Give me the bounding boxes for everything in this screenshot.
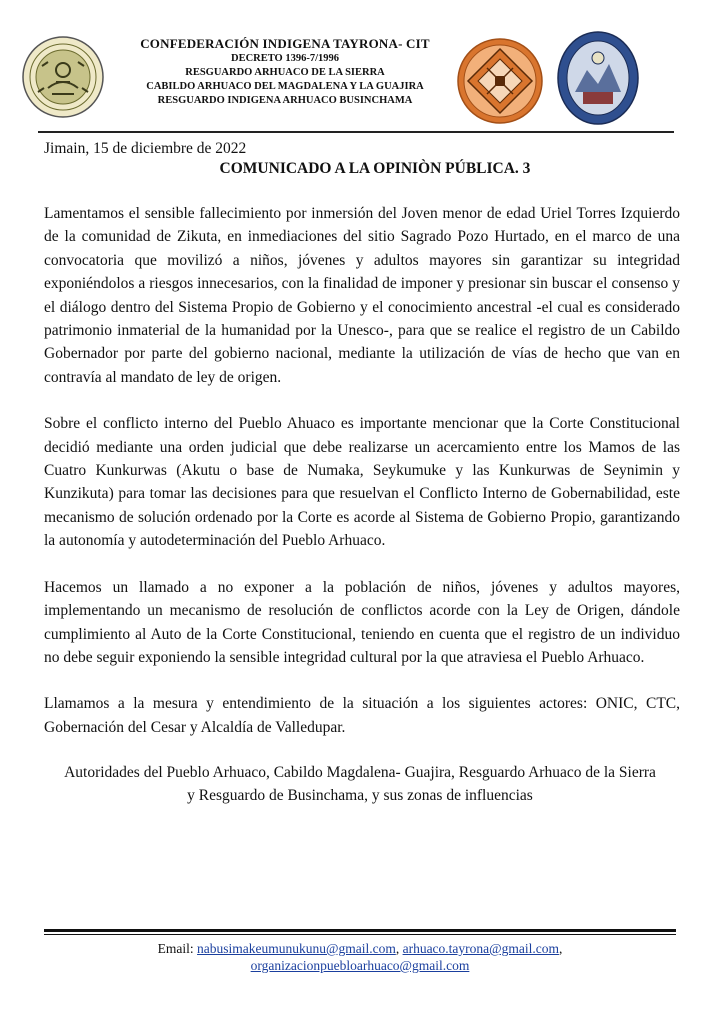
email-link-nabusimake[interactable]: nabusimakeumunukunu@gmail.com (197, 941, 396, 956)
document-date: Jimain, 15 de diciembre de 2022 (44, 140, 247, 157)
org-line-cabildo: CABILDO ARHUACO DEL MAGDALENA Y LA GUAJIRA (146, 81, 424, 92)
document-title: COMUNICADO A LA OPINIÒN PÚBLICA. 3 (219, 160, 531, 177)
footer-divider-thick (44, 929, 676, 932)
letterhead (0, 0, 720, 140)
organization-block (110, 36, 460, 108)
email-link-arhuaco-tayrona[interactable]: arhuaco.tayrona@gmail.com (402, 941, 559, 956)
cabildo-diamond-seal-logo (457, 38, 543, 124)
businchama-seal-logo (557, 30, 639, 126)
email-label: Email: (157, 941, 194, 956)
org-name: CONFEDERACIÓN INDIGENA TAYRONA- CIT (140, 36, 430, 51)
tayrona-seal-logo (22, 36, 104, 118)
email-separator: , (395, 941, 400, 956)
contact-footer (0, 940, 720, 974)
org-line-resguardo: RESGUARDO ARHUACO DE LA SIERRA (185, 67, 385, 78)
email-link-organizacion[interactable]: organizacionpuebloarhuaco@gmail.com (250, 958, 470, 973)
paragraph-2: Sobre el conflicto interno del Pueblo Ahuaco es importante mencionar que la Corte Constitucional decidió mediante una orden judicial que debe realizarse un acercamiento entre los Mamos de las Cuatro Kunkurwas (Akutu o base de Numaka, Seykumuke y las Kunkurwas de Seynimin y Kunzikuta) para tomar las decisiones para que resuelvan el Conflicto Interno de Gobernabilidad, este mecanismo de solución ordenado por la Corte es acorde al Sistema de Gobierno Propio, garantizando la autonomía y autodeterminación del Pueblo Arhuaco. (44, 415, 680, 550)
signature-line-2: y Resguardo de Businchama, y sus zonas de influencias (187, 787, 533, 804)
email-separator: , (558, 941, 563, 956)
paragraph-1: Lamentamos el sensible fallecimiento por inmersión del Joven menor de edad Uriel Torres Izquierdo de la comunidad de Zikuta, en inmediaciones del sitio Sagrado Pozo Hurtado, en el marco de una convocatoria que movilizó a niños, jóvenes y adultos mayores sin garantizar su integridad exponiéndolos a riesgos innecesarios, con la finalidad de imponer y presionar sin buscar el consenso y el diálogo dentro del Sistema Propio de Gobierno y el conocimiento ancestral -el cual es considerado patrimonio inmaterial de la humanidad por la Unesco-, para que se realice el registro de un Cabildo Gobernador por parte del gobierno nacional, mediante la utilización de vías de hecho que van en contravía al mandato de ley de origen. (44, 205, 680, 386)
signature-block (30, 761, 690, 807)
footer-divider-thin (44, 934, 676, 935)
org-line-businchama: RESGUARDO INDIGENA ARHUACO BUSINCHAMA (157, 95, 413, 106)
header-divider (38, 131, 674, 133)
org-decree: DECRETO 1396-7/1996 (230, 53, 340, 64)
paragraph-3: Hacemos un llamado a no exponer a la población de niños, jóvenes y adultos mayores, implementando un mecanismo de resolución de conflictos acorde con la Ley de Origen, dándole cumplimiento al Auto de la Corte Constitucional, teniendo en cuenta que el registro de un individuo no debe seguir exponiendo la sensible integridad cultural por la que atraviesa el Pueblo Arhuaco. (44, 578, 680, 666)
document-body (44, 202, 680, 762)
signature-line-1: Autoridades del Pueblo Arhuaco, Cabildo Magdalena- Guajira, Resguardo Arhuaco de la Sierra (64, 764, 656, 781)
paragraph-4: Llamamos a la mesura y entendimiento de la situación a los siguientes actores: ONIC, CTC, Gobernación del Cesar y Alcaldía de Valledupar. (44, 695, 680, 736)
